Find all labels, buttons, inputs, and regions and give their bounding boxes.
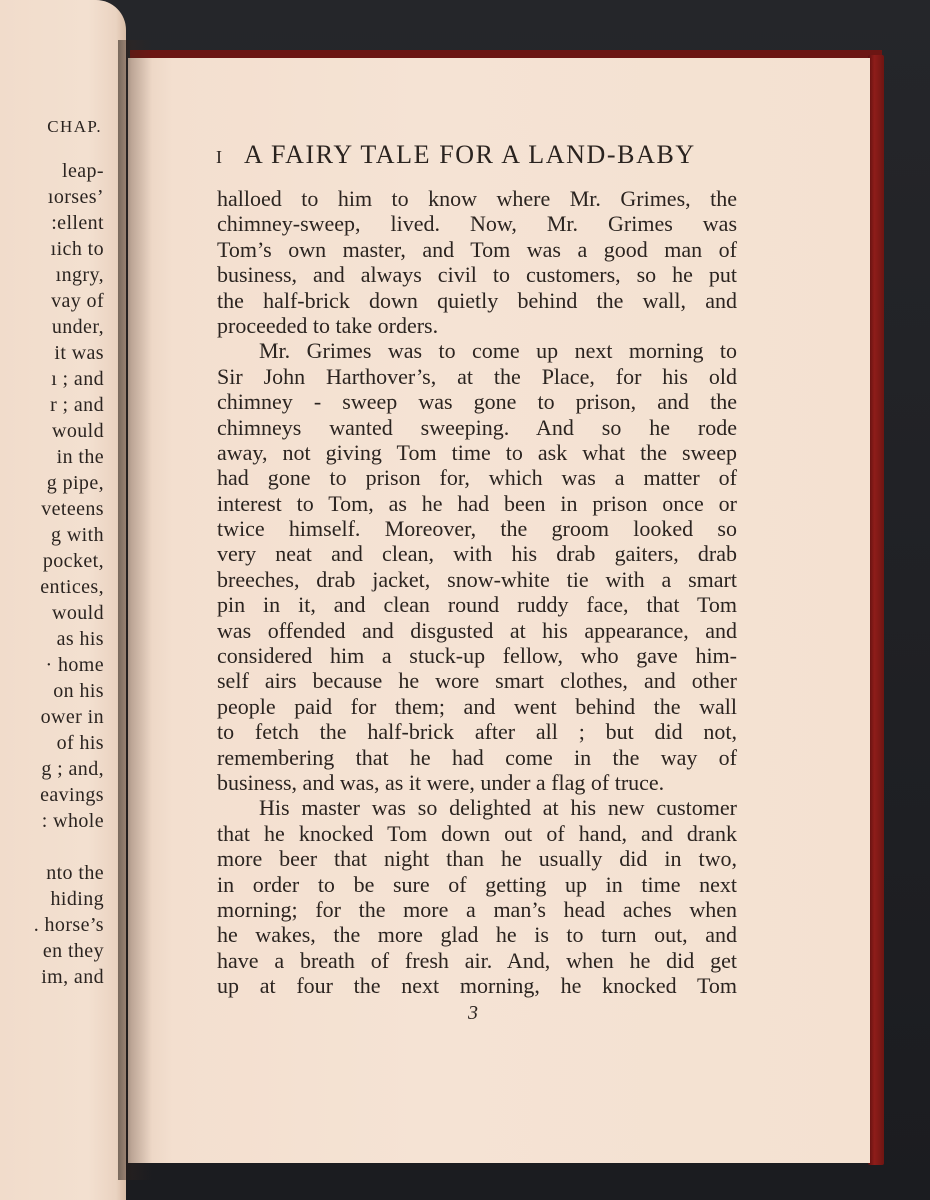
left-line: nto the <box>46 862 104 884</box>
text-line: proceeded to take orders. <box>217 312 439 338</box>
left-line: en they <box>42 940 104 962</box>
text-line: halloed to him to know where Mr. Grimes, the <box>217 186 737 211</box>
text-line: Tom’s own master, and Tom was a good man of <box>217 236 737 262</box>
left-line: g with <box>51 524 104 546</box>
left-line: r ; and <box>50 394 104 416</box>
left-line: eavings <box>40 784 104 806</box>
left-line: on his <box>53 680 104 702</box>
page-number: 3 <box>468 1002 478 1024</box>
left-line: : whole <box>41 810 104 832</box>
left-line: im, and <box>41 966 104 988</box>
left-line: pocket, <box>42 550 104 572</box>
text-line: breeches, drab jacket, snow-white tie with a smart <box>217 566 737 592</box>
text-line: chimney-sweep, lived. Now, Mr. Grimes was <box>217 211 737 237</box>
left-line: hiding <box>50 888 104 910</box>
chapter-number: I <box>216 147 222 167</box>
text-line: business, and was, as it were, under a flag of truce. <box>217 769 665 795</box>
left-line: of his <box>56 732 104 754</box>
text-line: away, not giving Tom time to ask what the sweep <box>217 439 737 465</box>
text-line: remembering that he had come in the way of <box>217 744 737 770</box>
left-line: :ellent <box>51 212 104 234</box>
left-line: veteens <box>41 498 104 520</box>
text-line: twice himself. Moreover, the groom looked so <box>217 516 737 542</box>
left-line: leap- <box>62 160 104 182</box>
left-line: . horse’s <box>33 914 104 936</box>
left-line: ı ; and <box>51 368 104 390</box>
left-line: ıich to <box>50 238 104 260</box>
text-line: Mr. Grimes was to come up next morning to <box>259 338 737 364</box>
left-line: under, <box>51 316 104 338</box>
text-line: considered him a stuck-up fellow, who gave him- <box>217 643 737 669</box>
text-line: up at four the next morning, he knocked Tom <box>217 973 737 999</box>
left-line: entices, <box>40 576 104 598</box>
text-line: very neat and clean, with his drab gaiters, drab <box>217 541 737 567</box>
left-running-head: CHAP. <box>47 117 102 136</box>
left-line: ıngry, <box>55 264 104 286</box>
body-text <box>217 186 737 999</box>
text-line: business, and always civil to customers, so he put <box>217 262 737 288</box>
book-cover-top-edge <box>130 50 882 58</box>
text-line: have a breath of fresh air. And, when he did get <box>217 947 737 973</box>
left-line: g ; and, <box>41 758 104 780</box>
text-line: in order to be sure of getting up in time next <box>217 871 737 897</box>
left-line: in the <box>56 446 104 468</box>
left-page <box>0 0 126 1200</box>
gutter-shadow <box>118 40 152 1180</box>
left-line: would <box>52 420 104 442</box>
text-line: chimneys wanted sweeping. And so he rode <box>217 414 737 440</box>
left-line: as his <box>56 628 104 650</box>
text-line: he wakes, the more glad he is to turn out, and <box>217 922 737 948</box>
left-line: vay of <box>51 290 104 312</box>
left-line: it was <box>54 342 104 364</box>
book-cover-right-edge <box>868 55 884 1165</box>
text-line: had gone to prison for, which was a matter of <box>217 465 737 491</box>
left-line: ıorses’ <box>47 186 104 208</box>
running-title: A FAIRY TALE FOR A LAND-BABY <box>244 140 696 169</box>
text-line: to fetch the half-brick after all ; but did not, <box>217 719 737 745</box>
text-line: the half-brick down quietly behind the wall, and <box>217 287 737 313</box>
text-line: chimney - sweep was gone to prison, and the <box>217 389 737 415</box>
left-line: · home <box>45 654 104 676</box>
text-line: people paid for them; and went behind the wall <box>217 693 737 719</box>
text-line: more beer that night than he usually did in two, <box>217 846 737 872</box>
text-line: Sir John Harthover’s, at the Place, for his old <box>217 363 737 389</box>
text-line: His master was so delighted at his new customer <box>259 795 737 821</box>
running-head <box>216 140 736 170</box>
left-line: ower in <box>40 706 104 728</box>
text-line: interest to Tom, as he had been in prison once or <box>217 490 737 516</box>
text-line: self airs because he wore smart clothes, and other <box>217 668 737 694</box>
left-line: g pipe, <box>46 472 104 494</box>
left-line: would <box>52 602 104 624</box>
text-line: pin in it, and clean round ruddy face, that Tom <box>217 592 737 618</box>
text-line: morning; for the more a man’s head aches when <box>217 896 737 922</box>
text-line: that he knocked Tom down out of hand, and drank <box>217 820 737 846</box>
text-line: was offended and disgusted at his appearance, and <box>217 617 737 643</box>
